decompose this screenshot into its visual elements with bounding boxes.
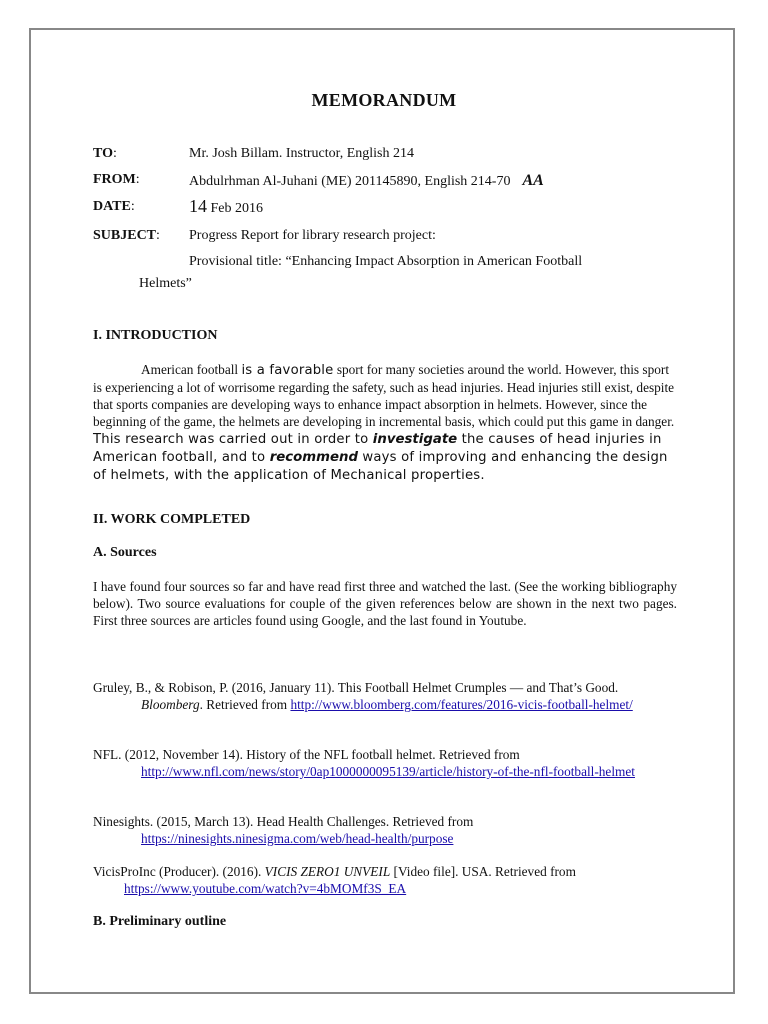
to-label: TO: [93, 146, 117, 161]
subject-value: Progress Report for library research project: [189, 228, 436, 243]
memo-title: MEMORANDUM [311, 90, 457, 110]
subject-label: SUBJECT: [93, 228, 160, 243]
reference-link[interactable]: https://ninesights.ninesigma.com/web/head-health/purpose [141, 831, 454, 846]
to-value: Mr. Josh Billam. Instructor, English 214 [189, 146, 414, 161]
date-value: 14 Feb 2016 [189, 196, 263, 216]
date-label: DATE: [93, 199, 135, 214]
sources-heading: A. Sources [93, 545, 157, 560]
reference-link[interactable]: http://www.nfl.com/news/story/0ap1000000095139/article/history-of-the-nfl-football-helmet [141, 764, 635, 779]
reference-link[interactable]: http://www.bloomberg.com/features/2016-vicis-football-helmet/ [290, 697, 633, 712]
preliminary-outline-heading: B. Preliminary outline [93, 914, 227, 929]
reference-item: Gruley, B., & Robison, P. (2016, January 11). This Football Helmet Crumples — and That’s Good. Bloomberg. Retrieved from http://www.bloomberg.com/features/2016-vicis-football-helmet/ [93, 680, 633, 712]
document-page [29, 28, 735, 994]
sources-paragraph: I have found four sources so far and have read first three and watched the last. (See the working bibliography below). Two source evaluations for couple of the given references below are shown in the next two pages. First three sources are articles found using Google, and the last found in Youtube. [93, 579, 677, 628]
from-label: FROM: [93, 172, 140, 187]
reference-item: VicisProInc (Producer). (2016). VICIS ZERO1 UNVEIL [Video file]. USA. Retrieved from https://www.youtube.com/watch?v=4bMOMf3S_EA [93, 864, 576, 896]
provisional-title-line1: Provisional title: “Enhancing Impact Absorption in American Football [189, 254, 583, 269]
provisional-title-line2: Helmets” [139, 276, 192, 291]
from-value: Abdulrhman Al-Juhani (ME) 201145890, English 214-70 AA [189, 172, 544, 189]
work-completed-heading: II. WORK COMPLETED [93, 512, 251, 527]
introduction-heading: I. INTRODUCTION [93, 328, 218, 343]
from-initials: AA [522, 172, 544, 189]
reference-link[interactable]: https://www.youtube.com/watch?v=4bMOMf3S_EA [124, 881, 407, 896]
introduction-paragraph: American football is a favorable sport for many societies around the world. However, this sport is experiencing a lot of worrisome regarding the safety, such as head injuries. Head injuries still exist, despite that sports companies are developing ways to enhance impact absorption in helmets. However, since the beginning of the game, the helmets are developing in incremental basis, which could put this game in danger. This research was carried out in order to investigate the causes of head injuries in American football, and to recommend ways of improving and enhancing the design of helmets, with the application of Mechanical properties. [93, 362, 675, 483]
reference-item: NFL. (2012, November 14). History of the NFL football helmet. Retrieved from http://www.nfl.com/news/story/0ap1000000095139/article/history-of-the-nfl-football-helmet [93, 747, 635, 779]
reference-item: Ninesights. (2015, March 13). Head Health Challenges. Retrieved from https://ninesights.ninesigma.com/web/head-health/purpose [93, 814, 474, 846]
